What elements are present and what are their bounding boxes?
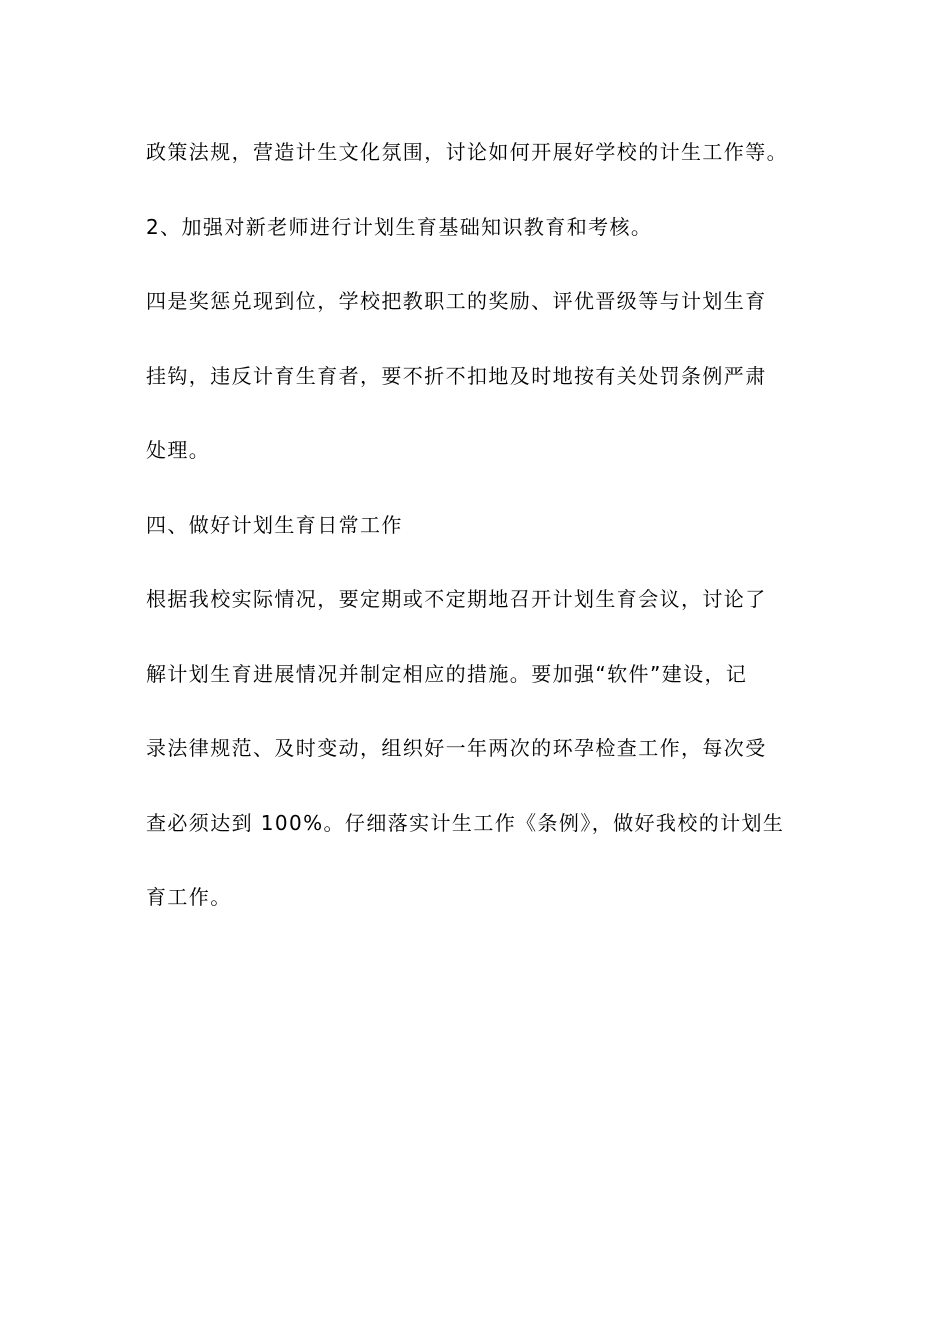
text-line: 录法律规范、及时变动，组织好一年两次的环孕检查工作，每次受 bbox=[146, 736, 767, 760]
section-heading: 四、做好计划生育日常工作 bbox=[146, 512, 403, 537]
document-body bbox=[146, 130, 826, 950]
text-line: 处理。 bbox=[146, 438, 211, 462]
text-line: 查必须达到 100%。仔细落实计生工作《条例》，做好我校的计划生 bbox=[146, 810, 785, 835]
text-line: 挂钩，违反计育生育者，要不折不扣地及时地按有关处罚条例严肃 bbox=[146, 363, 767, 388]
text-line: 2、加强对新老师进行计划生育基础知识教育和考核。 bbox=[146, 214, 653, 239]
text-line: 根据我校实际情况，要定期或不定期地召开计划生育会议，讨论了 bbox=[146, 587, 767, 611]
text-line: 四是奖惩兑现到位，学校把教职工的奖励、评优晋级等与计划生育 bbox=[146, 289, 767, 313]
text-line: 政策法规，营造计生文化氛围，讨论如何开展好学校的计生工作等。 bbox=[146, 140, 788, 164]
text-line: 育工作。 bbox=[146, 885, 232, 909]
text-line: 解计划生育进展情况并制定相应的措施。要加强“软件”建设，记 bbox=[146, 661, 748, 686]
